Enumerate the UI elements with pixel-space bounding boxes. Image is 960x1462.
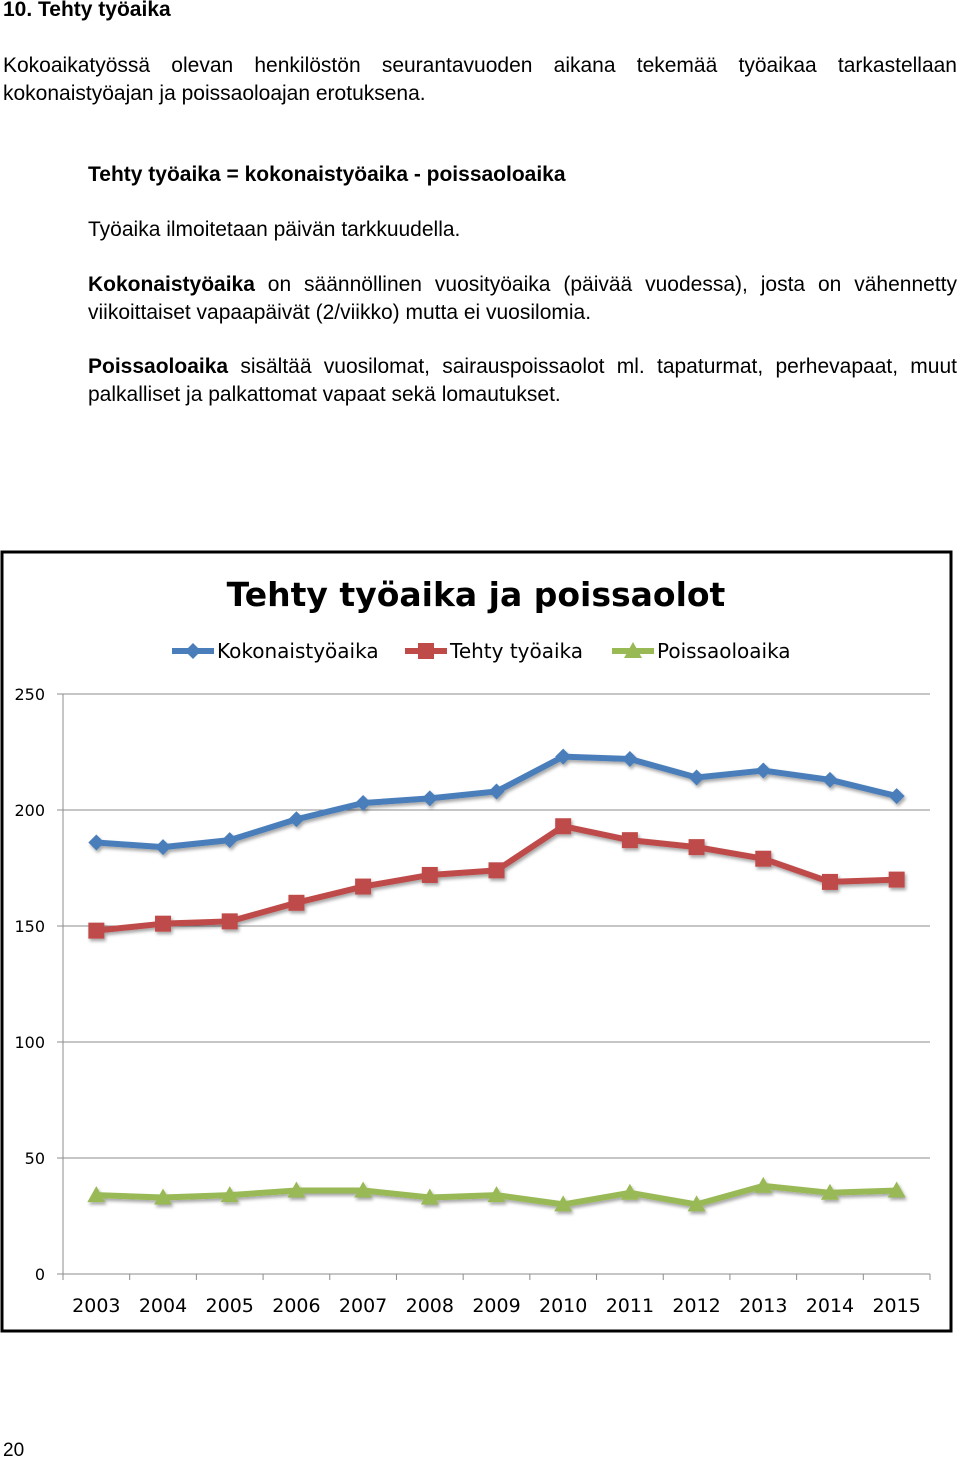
definition-absence-text: sisältää vuosilomat, sairauspoissaolot ml. tapaturmat, perhevapaat, muut palkalliset ja palkattomat vapaat sekä lomautukset. bbox=[88, 355, 957, 406]
precision-note: Työaika ilmoitetaan päivän tarkkuudella. bbox=[88, 218, 461, 241]
x-tick-label: 2004 bbox=[138, 1295, 188, 1317]
data-point bbox=[889, 872, 905, 888]
data-point bbox=[288, 895, 304, 911]
legend-label: Poissaoloaika bbox=[657, 639, 791, 663]
x-tick-label: 2012 bbox=[672, 1295, 721, 1317]
data-point bbox=[555, 818, 571, 834]
x-tick-label: 2003 bbox=[72, 1295, 121, 1317]
data-point bbox=[155, 916, 171, 932]
y-tick-label: 100 bbox=[14, 1033, 45, 1052]
intro-paragraph: Kokoaikatyössä olevan henkilöstön seurantavuoden aikana tekemää työaikaa tarkastellaan kokonaistyöajan ja poissaoloajan erotuksena. bbox=[3, 54, 957, 105]
data-point bbox=[422, 867, 438, 883]
data-point bbox=[622, 832, 638, 848]
data-point bbox=[489, 862, 505, 878]
formula-text: Tehty työaika = kokonaistyöaika - poissaoloaika bbox=[88, 163, 566, 186]
section-heading: 10. Tehty työaika bbox=[3, 0, 171, 21]
legend-marker bbox=[418, 643, 434, 659]
y-tick-label: 200 bbox=[14, 801, 45, 820]
x-tick-label: 2009 bbox=[472, 1295, 521, 1317]
x-tick-label: 2007 bbox=[338, 1295, 388, 1317]
data-point bbox=[689, 839, 705, 855]
legend-label: Kokonaistyöaika bbox=[217, 639, 379, 663]
x-tick-label: 2005 bbox=[205, 1295, 254, 1317]
y-tick-label: 50 bbox=[24, 1149, 45, 1168]
data-point bbox=[88, 923, 104, 939]
chart-legend bbox=[172, 639, 791, 663]
data-point bbox=[355, 879, 371, 895]
definition-total-term: Kokonaistyöaika bbox=[88, 273, 255, 296]
chart-title: Tehty työaika ja poissaolot bbox=[226, 575, 726, 614]
definition-total bbox=[88, 271, 957, 326]
x-tick-label: 2014 bbox=[805, 1295, 855, 1317]
data-point bbox=[755, 851, 771, 867]
y-tick-label: 250 bbox=[14, 685, 45, 704]
x-tick-label: 2013 bbox=[739, 1295, 788, 1317]
definition-absence bbox=[88, 353, 957, 408]
x-tick-label: 2011 bbox=[605, 1295, 655, 1317]
y-tick-label: 150 bbox=[14, 917, 45, 936]
x-tick-label: 2006 bbox=[272, 1295, 321, 1317]
x-tick-label: 2010 bbox=[539, 1295, 588, 1317]
y-tick-label: 0 bbox=[34, 1265, 45, 1284]
chart bbox=[0, 550, 954, 1334]
data-point bbox=[222, 913, 238, 929]
x-tick-label: 2015 bbox=[872, 1295, 921, 1317]
chart-frame bbox=[2, 552, 951, 1331]
page-number: 20 bbox=[3, 1440, 25, 1461]
x-tick-label: 2008 bbox=[405, 1295, 454, 1317]
legend-label: Tehty työaika bbox=[450, 639, 584, 663]
data-point bbox=[822, 874, 838, 890]
definition-absence-term: Poissaoloaika bbox=[88, 355, 229, 378]
definition-total-text: on säännöllinen vuosityöaika (päivää vuodessa), josta on vähennetty viikoittaiset vapaapäivät (2/viikko) mutta ei vuosilomia. bbox=[88, 273, 957, 324]
